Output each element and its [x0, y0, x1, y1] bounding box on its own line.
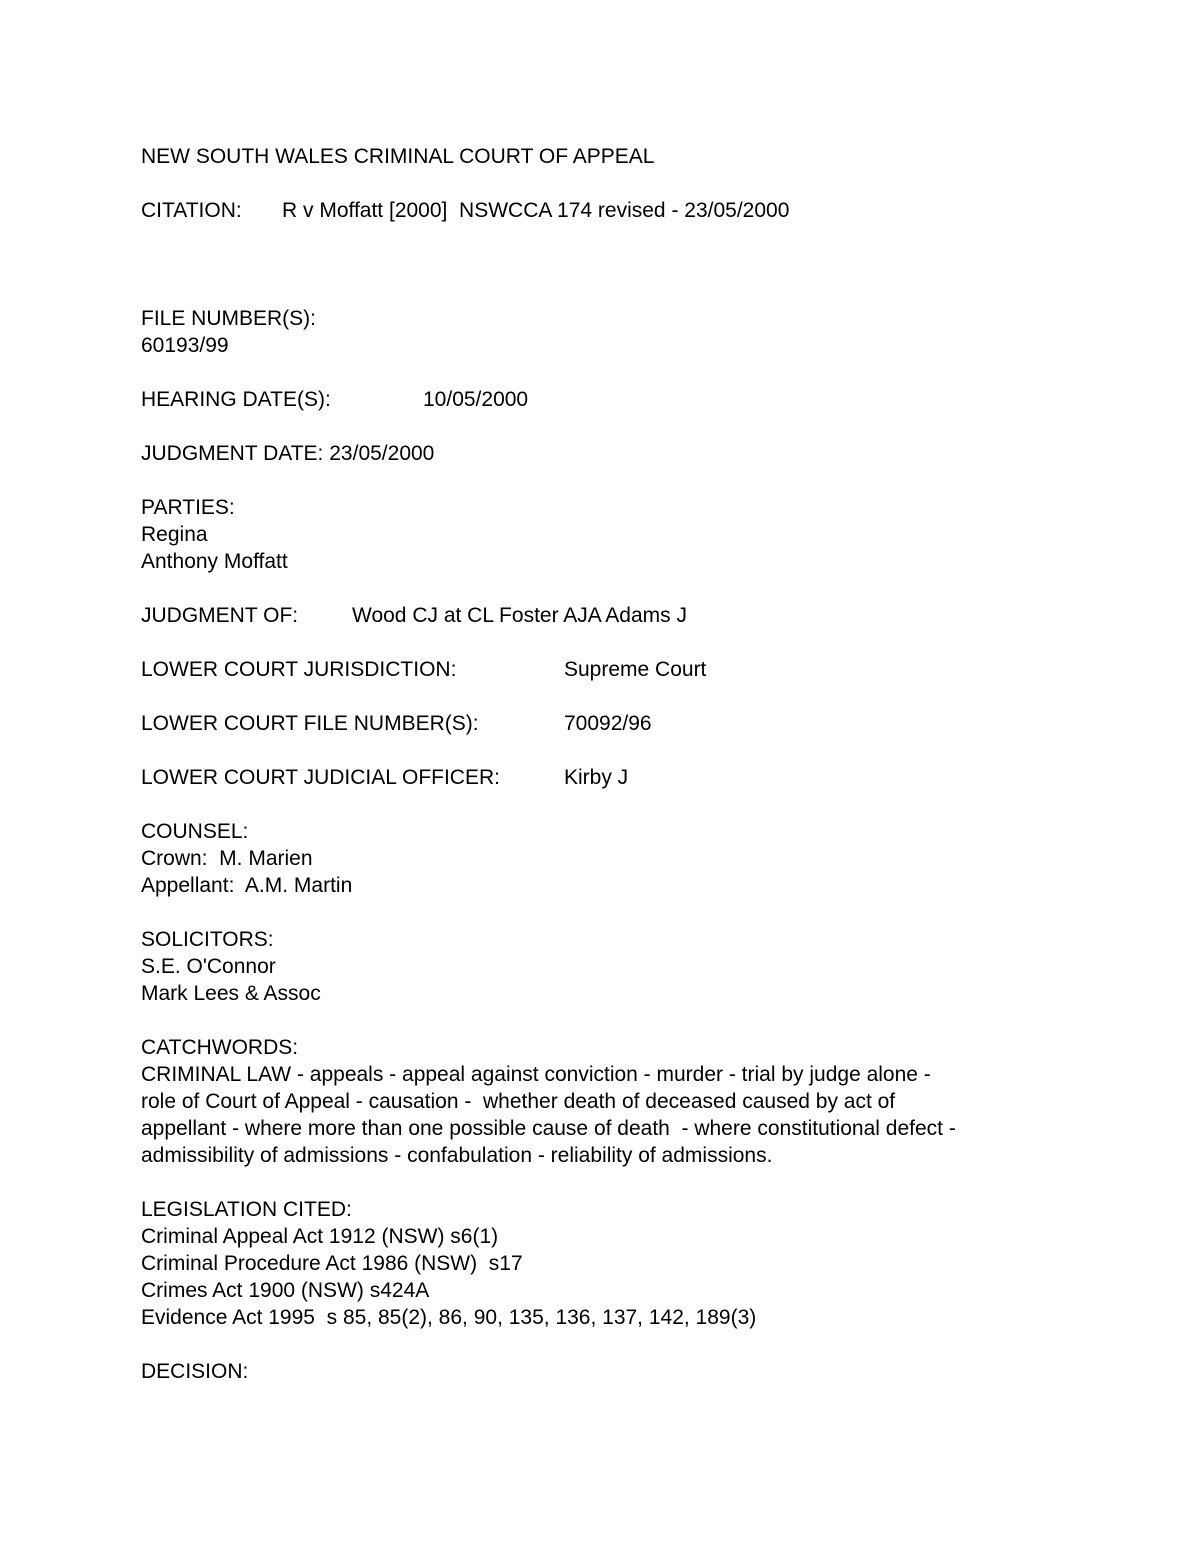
- hearing-dates-line: [141, 386, 1101, 413]
- party-item: Regina: [141, 523, 208, 546]
- judgment-date-line: [141, 440, 1101, 467]
- lower-court-file-numbers-value: 70092/96: [564, 712, 652, 735]
- judgment-of-line: [141, 602, 1101, 629]
- lower-court-file-numbers-label: LOWER COURT FILE NUMBER(S):: [141, 712, 479, 735]
- legislation-item: Crimes Act 1900 (NSW) s424A: [141, 1279, 430, 1302]
- lower-court-judicial-officer-value: Kirby J: [564, 766, 629, 789]
- file-numbers-label: FILE NUMBER(S):: [141, 307, 317, 330]
- lower-court-judicial-officer-label: LOWER COURT JUDICIAL OFFICER:: [141, 766, 500, 789]
- judgment-date-label: JUDGMENT DATE:: [141, 442, 324, 465]
- solicitor-item: S.E. O'Connor: [141, 955, 276, 978]
- court-heading: NEW SOUTH WALES CRIMINAL COURT OF APPEAL: [141, 145, 655, 168]
- solicitors-label: SOLICITORS:: [141, 928, 274, 951]
- file-numbers-value: 60193/99: [141, 334, 229, 357]
- catchwords-line: admissibility of admissions - confabulation - reliability of admissions.: [141, 1144, 773, 1167]
- solicitor-item: Mark Lees & Assoc: [141, 982, 321, 1005]
- catchwords-line: role of Court of Appeal - causation - whether death of deceased caused by act of: [141, 1090, 896, 1113]
- catchwords-line: appellant - where more than one possible cause of death - where constitutional defect -: [141, 1117, 956, 1140]
- party-item: Anthony Moffatt: [141, 550, 288, 573]
- lower-court-file-numbers-line: [141, 710, 1101, 737]
- legislation-item: Criminal Procedure Act 1986 (NSW) s17: [141, 1252, 523, 1275]
- hearing-dates-value: 10/05/2000: [423, 388, 529, 411]
- counsel-item: Crown: M. Marien: [141, 847, 313, 870]
- judgment-document: [141, 143, 1101, 1385]
- judgment-date-value: 23/05/2000: [329, 442, 435, 465]
- hearing-dates-label: HEARING DATE(S):: [141, 388, 331, 411]
- legislation-cited-label: LEGISLATION CITED:: [141, 1198, 352, 1221]
- lower-court-jurisdiction-value: Supreme Court: [564, 658, 707, 681]
- lower-court-jurisdiction-line: [141, 656, 1101, 683]
- lower-court-jurisdiction-label: LOWER COURT JURISDICTION:: [141, 658, 457, 681]
- citation-label: CITATION:: [141, 199, 242, 222]
- citation-line: [141, 197, 1101, 224]
- lower-court-judicial-officer-line: [141, 764, 1101, 791]
- counsel-item: Appellant: A.M. Martin: [141, 874, 353, 897]
- judgment-of-value: Wood CJ at CL Foster AJA Adams J: [352, 604, 687, 627]
- judgment-of-label: JUDGMENT OF:: [141, 604, 299, 627]
- catchwords-line: CRIMINAL LAW - appeals - appeal against conviction - murder - trial by judge alone -: [141, 1063, 931, 1086]
- citation-value: R v Moffatt [2000] NSWCCA 174 revised - 23/05/2000: [282, 199, 790, 222]
- counsel-label: COUNSEL:: [141, 820, 249, 843]
- legislation-item: Evidence Act 1995 s 85, 85(2), 86, 90, 135, 136, 137, 142, 189(3): [141, 1306, 757, 1329]
- legislation-item: Criminal Appeal Act 1912 (NSW) s6(1): [141, 1225, 499, 1248]
- parties-label: PARTIES:: [141, 496, 235, 519]
- catchwords-label: CATCHWORDS:: [141, 1036, 299, 1059]
- decision-label: DECISION:: [141, 1360, 249, 1383]
